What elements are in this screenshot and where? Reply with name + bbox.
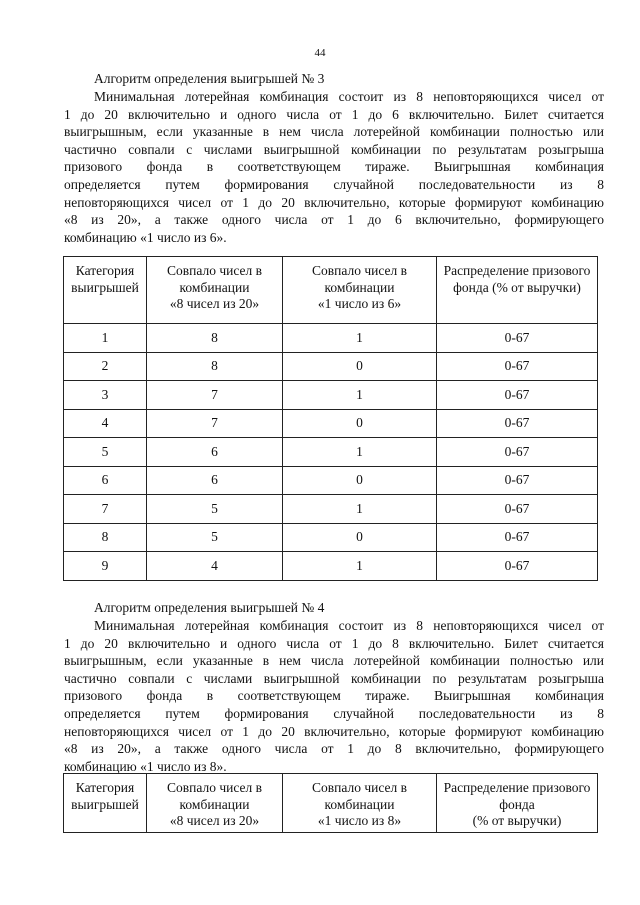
paragraph-line: частично совпали с числами выигрышной комбинации по результатам розыгрыша <box>64 670 604 686</box>
cell-match-1-of-6: 1 <box>283 324 437 353</box>
cell-category: 7 <box>64 495 147 524</box>
paragraph-line: «8 из 20», а также одного числа от 1 до 6 включительно, формирующего <box>64 212 604 228</box>
cell-category: 4 <box>64 409 147 438</box>
cell-prize-share: 0-67 <box>437 466 598 495</box>
cell-match-1-of-6: 1 <box>283 552 437 581</box>
cell-match-1-of-6: 1 <box>283 495 437 524</box>
cell-category: 5 <box>64 438 147 467</box>
prize-table-4 <box>63 773 598 833</box>
cell-category: 1 <box>64 324 147 353</box>
section-4-paragraph <box>64 617 604 775</box>
paragraph-line: «8 из 20», а также одного числа от 1 до 8 включительно, формирующего <box>64 741 604 757</box>
cell-prize-share: 0-67 <box>437 352 598 381</box>
table-row <box>64 523 598 552</box>
section-4-heading: Алгоритм определения выигрышей № 4 <box>94 600 325 615</box>
header-match-8-of-20: Совпало чисел в комбинации «8 чисел из 20» <box>147 257 283 324</box>
cell-prize-share: 0-67 <box>437 495 598 524</box>
table-row <box>64 352 598 381</box>
cell-match-8-of-20: 4 <box>147 552 283 581</box>
table-row <box>64 381 598 410</box>
cell-prize-share: 0-67 <box>437 552 598 581</box>
header-match-8-of-20: Совпало чисел в комбинации «8 чисел из 20» <box>147 774 283 833</box>
header-category: Категория выигрышей <box>64 774 147 833</box>
cell-category: 2 <box>64 352 147 381</box>
table-header-row <box>64 774 598 833</box>
cell-category: 9 <box>64 552 147 581</box>
section-3-heading: Алгоритм определения выигрышей № 3 <box>94 71 325 86</box>
header-match-1-of-6: Совпало чисел в комбинации «1 число из 6» <box>283 257 437 324</box>
cell-match-8-of-20: 7 <box>147 381 283 410</box>
paragraph-line: выигрышным, если указанные в нем числа лотерейной комбинации полностью или <box>64 653 604 669</box>
cell-match-8-of-20: 5 <box>147 523 283 552</box>
paragraph-line: неповторяющихся чисел от 1 до 20 включительно, которые формируют комбинацию <box>64 194 604 210</box>
cell-match-8-of-20: 8 <box>147 324 283 353</box>
table-row <box>64 324 598 353</box>
cell-prize-share: 0-67 <box>437 409 598 438</box>
table-row <box>64 552 598 581</box>
cell-match-1-of-6: 0 <box>283 409 437 438</box>
cell-prize-share: 0-67 <box>437 438 598 467</box>
cell-prize-share: 0-67 <box>437 523 598 552</box>
cell-category: 8 <box>64 523 147 552</box>
paragraph-line: частично совпали с числами выигрышной комбинации по результатам розыгрыша <box>64 141 604 157</box>
header-prize-distribution: Распределение призового фонда (% от выручки) <box>437 257 598 324</box>
cell-category: 3 <box>64 381 147 410</box>
cell-match-1-of-6: 0 <box>283 523 437 552</box>
prize-table-3 <box>63 256 598 581</box>
cell-match-8-of-20: 6 <box>147 466 283 495</box>
cell-match-1-of-6: 1 <box>283 438 437 467</box>
table-row <box>64 438 598 467</box>
header-match-1-of-8: Совпало чисел в комбинации «1 число из 8» <box>283 774 437 833</box>
table-row <box>64 495 598 524</box>
cell-category: 6 <box>64 466 147 495</box>
paragraph-line: выигрышным, если указанные в нем числа лотерейной комбинации полностью или <box>64 124 604 140</box>
table-row <box>64 466 598 495</box>
prize-table-3-body <box>64 324 598 581</box>
cell-prize-share: 0-67 <box>437 381 598 410</box>
cell-match-1-of-6: 0 <box>283 352 437 381</box>
header-category: Категория выигрышей <box>64 257 147 324</box>
page-number: 44 <box>314 47 326 59</box>
cell-match-8-of-20: 8 <box>147 352 283 381</box>
paragraph-line: Минимальная лотерейная комбинация состоит из 8 неповторяющихся чисел от <box>94 89 604 104</box>
cell-match-8-of-20: 6 <box>147 438 283 467</box>
table-header-row <box>64 257 598 324</box>
section-3-paragraph <box>64 88 604 246</box>
paragraph-line: 1 до 20 включительно и одного числа от 1 до 6 включительно. Билет считается <box>64 106 604 122</box>
paragraph-line: комбинацию «1 число из 8». <box>64 758 227 774</box>
table-row <box>64 409 598 438</box>
paragraph-line: призового фонда в соответствующем тираже. Выигрышная комбинация <box>64 159 604 175</box>
paragraph-line: неповторяющихся чисел от 1 до 20 включительно, которые формируют комбинацию <box>64 723 604 739</box>
paragraph-line: комбинацию «1 число из 6». <box>64 229 227 245</box>
paragraph-line: призового фонда в соответствующем тираже. Выигрышная комбинация <box>64 688 604 704</box>
cell-match-1-of-6: 0 <box>283 466 437 495</box>
paragraph-line: Минимальная лотерейная комбинация состоит из 8 неповторяющихся чисел от <box>94 618 604 633</box>
cell-match-1-of-6: 1 <box>283 381 437 410</box>
cell-match-8-of-20: 7 <box>147 409 283 438</box>
paragraph-line: определяется путем формирования случайной последовательности из 8 <box>64 176 604 192</box>
cell-match-8-of-20: 5 <box>147 495 283 524</box>
paragraph-line: определяется путем формирования случайной последовательности из 8 <box>64 705 604 721</box>
cell-prize-share: 0-67 <box>437 324 598 353</box>
paragraph-line: 1 до 20 включительно и одного числа от 1 до 8 включительно. Билет считается <box>64 635 604 651</box>
header-prize-distribution: Распределение призового фонда (% от выручки) <box>437 774 598 833</box>
